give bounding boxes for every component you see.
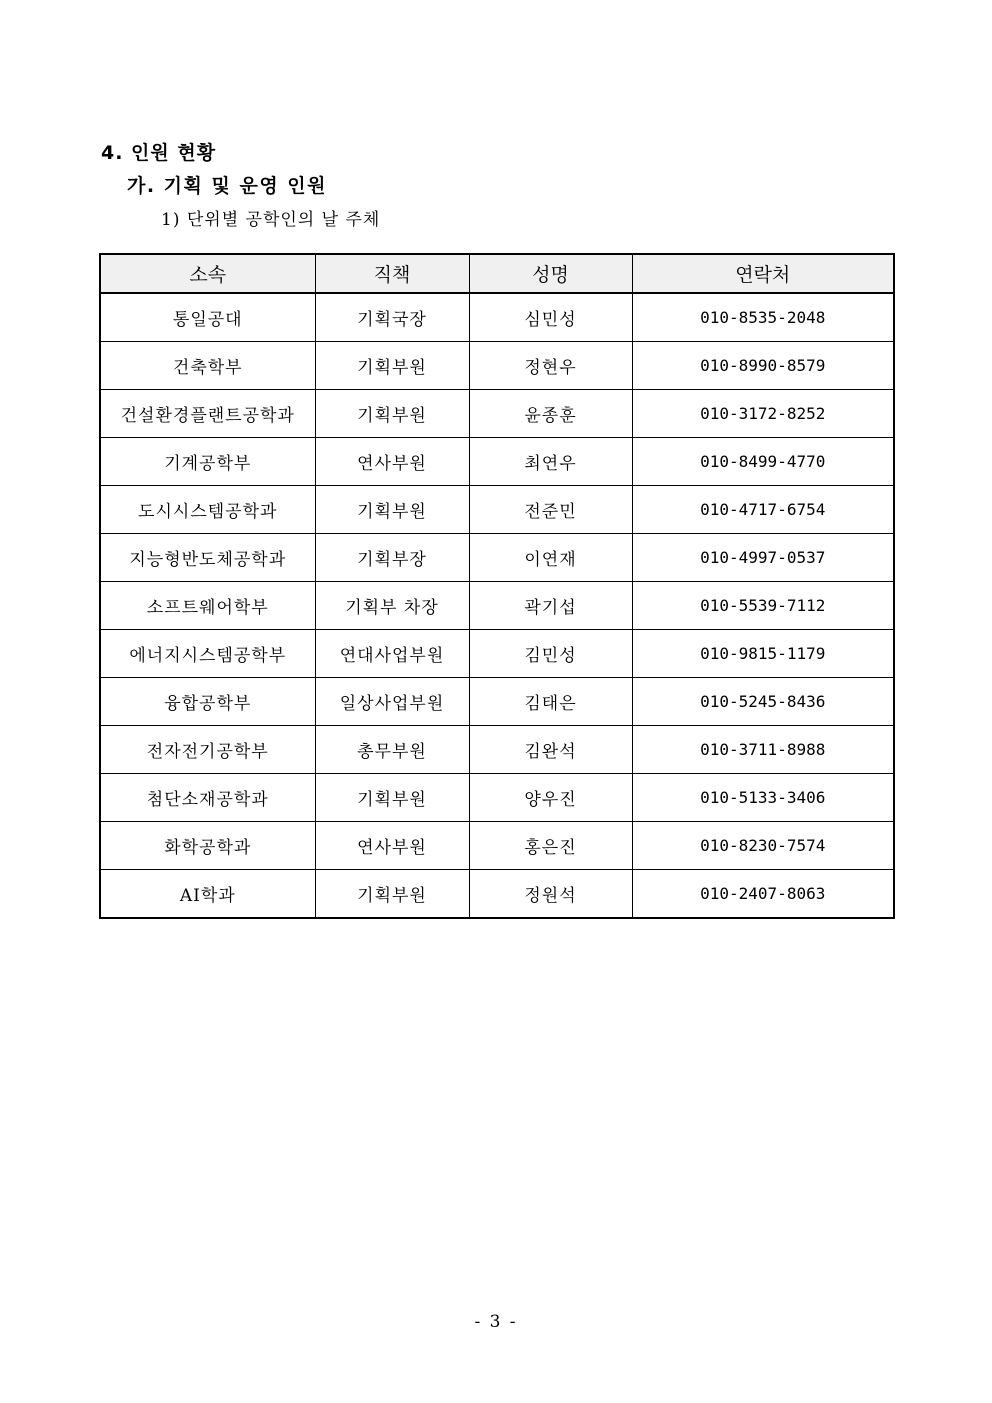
table-row [100,870,894,919]
cell-position: 연대사업부원 [315,630,469,678]
cell-name: 최연우 [469,438,632,486]
cell-contact: 010-2407-8063 [632,870,894,919]
cell-affiliation: 지능형반도체공학과 [100,534,315,582]
cell-position: 기획부원 [315,774,469,822]
cell-position: 기획부원 [315,390,469,438]
cell-name: 전준민 [469,486,632,534]
cell-affiliation: 기계공학부 [100,438,315,486]
cell-name: 김태은 [469,678,632,726]
cell-contact: 010-5133-3406 [632,774,894,822]
cell-affiliation: 에너지시스템공학부 [100,630,315,678]
cell-position: 일상사업부원 [315,678,469,726]
cell-name: 양우진 [469,774,632,822]
cell-name: 곽기섭 [469,582,632,630]
table-row [100,582,894,630]
cell-name: 김민성 [469,630,632,678]
table-row [100,390,894,438]
cell-position: 기획국장 [315,293,469,342]
cell-affiliation: 도시시스템공학과 [100,486,315,534]
cell-contact: 010-4717-6754 [632,486,894,534]
subsection-heading: 가. 기획 및 운영 인원 [127,175,328,197]
section-heading: 4. 인원 현황 [101,142,217,164]
cell-affiliation: 건설환경플랜트공학과 [100,390,315,438]
cell-contact: 010-3711-8988 [632,726,894,774]
cell-position: 연사부원 [315,822,469,870]
cell-name: 정원석 [469,870,632,919]
cell-position: 기획부원 [315,486,469,534]
cell-contact: 010-8990-8579 [632,342,894,390]
cell-affiliation: 전자전기공학부 [100,726,315,774]
cell-affiliation: 통일공대 [100,293,315,342]
table-row [100,678,894,726]
page-number: - 3 - [474,1312,518,1332]
cell-affiliation: 첨단소재공학과 [100,774,315,822]
table-row [100,438,894,486]
cell-contact: 010-8230-7574 [632,822,894,870]
table-row [100,486,894,534]
cell-name: 이연재 [469,534,632,582]
table-row [100,630,894,678]
cell-name: 심민성 [469,293,632,342]
header-name: 성명 [469,254,632,293]
cell-position: 기획부원 [315,342,469,390]
cell-position: 연사부원 [315,438,469,486]
cell-contact: 010-5245-8436 [632,678,894,726]
table-row [100,726,894,774]
sub-item-heading: 1) 단위별 공학인의 날 주체 [161,210,381,230]
header-affiliation: 소속 [100,254,315,293]
cell-contact: 010-5539-7112 [632,582,894,630]
cell-affiliation: 건축학부 [100,342,315,390]
cell-position: 기획부원 [315,870,469,919]
cell-position: 총무부원 [315,726,469,774]
staff-table [99,253,895,919]
cell-name: 윤종훈 [469,390,632,438]
table-row [100,293,894,342]
table-row [100,774,894,822]
cell-position: 기획부장 [315,534,469,582]
cell-position: 기획부 차장 [315,582,469,630]
table-row [100,822,894,870]
cell-name: 홍은진 [469,822,632,870]
cell-contact: 010-8535-2048 [632,293,894,342]
cell-affiliation: 화학공학과 [100,822,315,870]
cell-name: 김완석 [469,726,632,774]
cell-contact: 010-9815-1179 [632,630,894,678]
cell-contact: 010-4997-0537 [632,534,894,582]
table-header-row [100,254,894,293]
header-contact: 연락처 [632,254,894,293]
cell-affiliation: 소프트웨어학부 [100,582,315,630]
table-row [100,342,894,390]
header-position: 직책 [315,254,469,293]
cell-affiliation: AI학과 [100,870,315,919]
cell-affiliation: 융합공학부 [100,678,315,726]
cell-name: 정현우 [469,342,632,390]
cell-contact: 010-8499-4770 [632,438,894,486]
cell-contact: 010-3172-8252 [632,390,894,438]
table-row [100,534,894,582]
